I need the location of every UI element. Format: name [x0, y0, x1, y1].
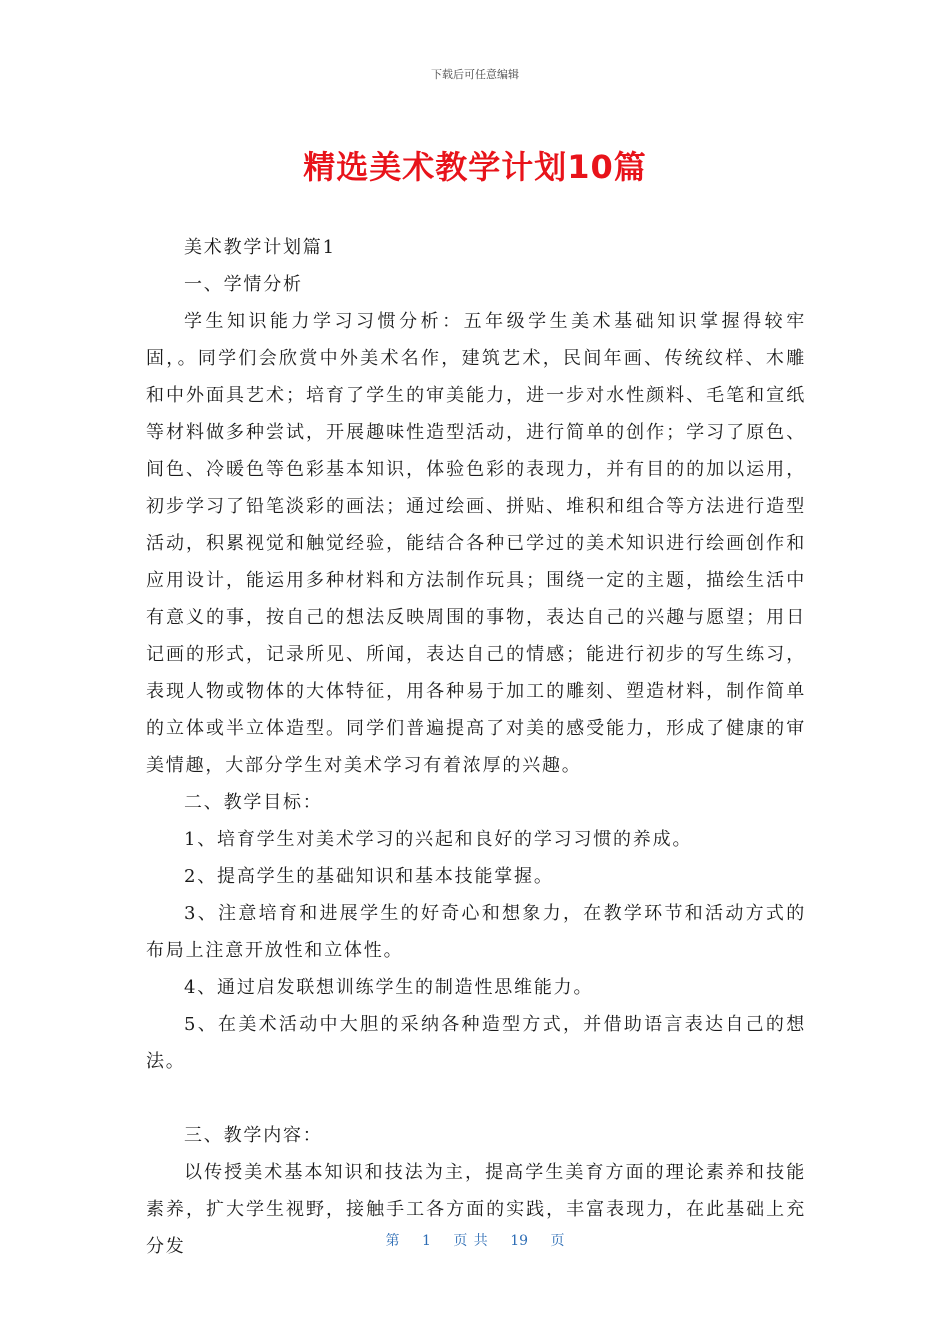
paragraph-spacer	[146, 1080, 806, 1117]
footer-page-mid: 页 共	[453, 1233, 488, 1249]
header-note: 下载后可任意编辑	[431, 68, 519, 81]
footer-page-end: 页	[550, 1233, 565, 1249]
footer-total-pages: 19	[510, 1233, 529, 1249]
document-body	[146, 229, 806, 1265]
list-item: 5、在美术活动中大胆的采纳各种造型方式，并借助语言表达自己的想法。	[146, 1014, 806, 1072]
footer-page-label: 第	[385, 1233, 400, 1249]
section-heading: 美术教学计划篇1	[184, 237, 336, 258]
list-item: 4、通过启发联想训练学生的制造性思维能力。	[184, 977, 594, 998]
body-paragraph: 学生知识能力学习习惯分析：五年级学生美术基础知识掌握得较牢固，。同学们会欣赏中外美术名作，建筑艺术，民间年画、传统纹样、木雕和中外面具艺术；培育了学生的审美能力，进一步对水性颜料、毛笔和宣纸等材料做多种尝试，开展趣味性造型活动，进行简单的创作；学习了原色、间色、冷暖色等色彩基本知识，体验色彩的表现力，并有目的的加以运用，初步学习了铅笔淡彩的画法；通过绘画、拼贴、堆积和组合等方法进行造型活动，积累视觉和触觉经验，能结合各种已学过的美术知识进行绘画创作和应用设计，能运用多种材料和方法制作玩具；围绕一定的主题，描绘生活中有意义的事，按自己的想法反映周围的事物，表达自己的兴趣与愿望；用日记画的形式，记录所见、所闻，表达自己的情感；能进行初步的写生练习，表现人物或物体的大体特征，用各种易于加工的雕刻、塑造材料，制作简单的立体或半立体造型。同学们普遍提高了对美的感受能力，形成了健康的审美情趣，大部分学生对美术学习有着浓厚的兴趣。	[146, 311, 806, 776]
footer-page-number: 1	[421, 1233, 431, 1249]
list-item: 1、培育学生对美术学习的兴起和良好的学习习惯的养成。	[184, 829, 693, 850]
page-footer	[0, 1230, 950, 1250]
section-heading: 一、学情分析	[184, 274, 303, 295]
list-item: 2、提高学生的基础知识和基本技能掌握。	[184, 866, 554, 887]
body-paragraph: 以传授美术基本知识和技法为主，提高学生美育方面的理论素养和技能素养，扩大学生视野，接触手工各方面的实践，丰富表现力，在此基础上充分发	[146, 1162, 806, 1257]
section-heading: 三、教学内容：	[184, 1125, 323, 1146]
section-heading: 二、教学目标：	[184, 792, 323, 813]
document-title: 精选美术教学计划10篇	[303, 148, 647, 186]
list-item: 3、注意培育和进展学生的好奇心和想象力，在教学环节和活动方式的布局上注意开放性和立体性。	[146, 903, 806, 961]
